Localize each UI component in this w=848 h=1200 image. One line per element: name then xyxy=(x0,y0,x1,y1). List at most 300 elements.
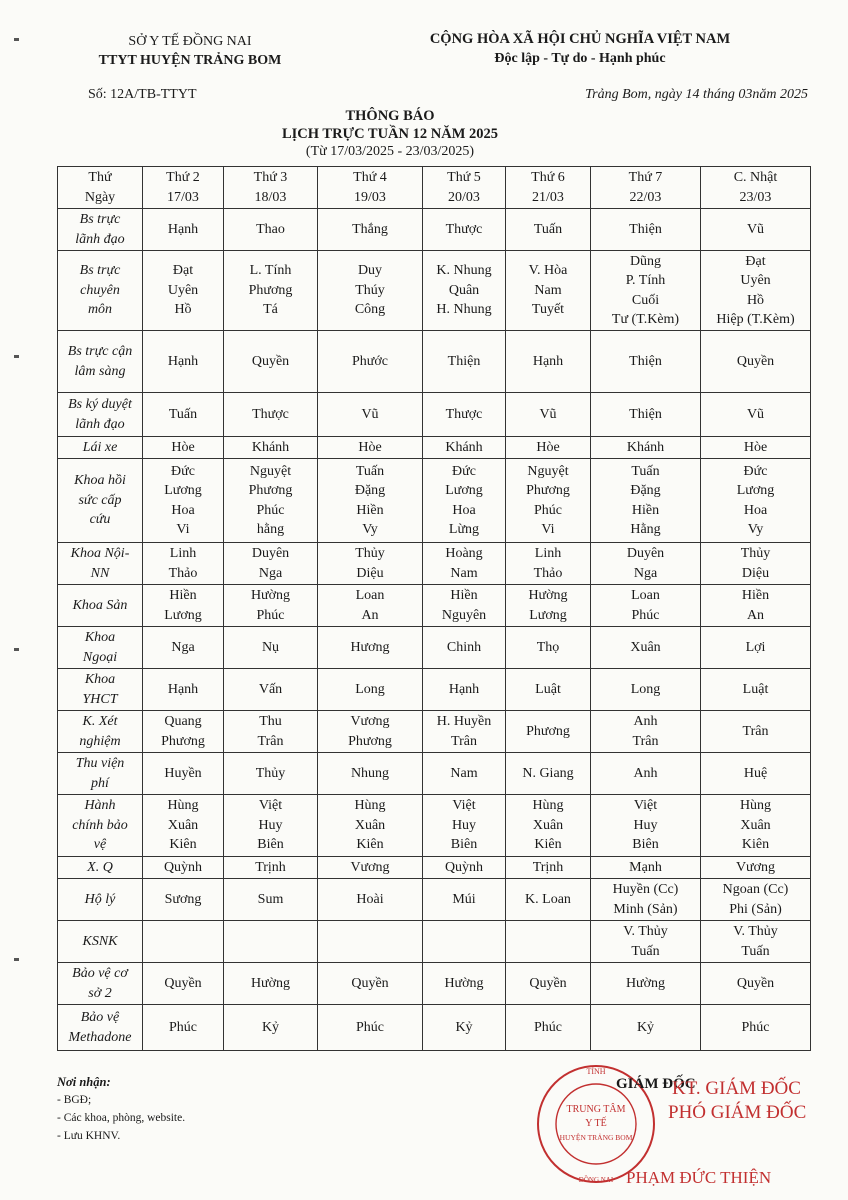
schedule-cell xyxy=(143,879,224,921)
schedule-cell xyxy=(591,963,701,1005)
cell-line: Quyền xyxy=(529,975,567,991)
schedule-cell xyxy=(224,393,318,437)
cell-line: Việt xyxy=(258,798,283,814)
cell-line: Nhung xyxy=(350,765,390,781)
schedule-cell xyxy=(423,543,506,585)
cell-line: Xuân xyxy=(532,817,564,833)
stamp-text-top: TỈNH xyxy=(586,1067,606,1076)
schedule-cell xyxy=(318,857,423,879)
cell-line: Xuân xyxy=(740,817,771,833)
cell-line: Hường xyxy=(250,588,291,603)
schedule-cell xyxy=(143,437,224,459)
schedule-cell xyxy=(318,1005,423,1051)
cell-line: Hùng xyxy=(354,798,386,814)
table-row xyxy=(58,795,811,857)
row-label-line: Khoa Nội- xyxy=(70,546,130,561)
schedule-cell xyxy=(701,393,811,437)
margin-mark xyxy=(14,38,19,41)
cell-line: Hoàng xyxy=(445,546,483,561)
cell-line: 22/03 xyxy=(629,189,662,205)
cell-line: K. Loan xyxy=(525,891,571,907)
row-label-cell xyxy=(58,711,143,753)
cell-line: Công xyxy=(354,302,386,318)
schedule-cell xyxy=(423,795,506,857)
table-row xyxy=(58,459,811,543)
cell-line: Quyền xyxy=(251,353,290,369)
table-row xyxy=(58,585,811,627)
schedule-cell xyxy=(143,543,224,585)
row-label-line: Thu viện xyxy=(75,756,125,771)
cell-line: Linh xyxy=(169,546,197,561)
header-label-cell xyxy=(58,167,143,209)
cell-line: Trịnh xyxy=(255,859,286,875)
signer-name: PHẠM ĐỨC THIỆN xyxy=(626,1168,772,1187)
cell-line: Hiệp (T.Kèm) xyxy=(716,312,795,327)
schedule-cell xyxy=(318,437,423,459)
schedule-cell xyxy=(591,711,701,753)
cell-line: Nga xyxy=(633,565,658,581)
schedule-cell xyxy=(143,459,224,543)
row-label-cell xyxy=(58,459,143,543)
row-label-line: Khoa hồi xyxy=(74,473,126,489)
table-row xyxy=(58,753,811,795)
table-row xyxy=(58,251,811,331)
cell-line: Vương xyxy=(350,859,390,875)
cell-line: Thứ 7 xyxy=(628,170,663,185)
schedule-cell xyxy=(701,879,811,921)
cell-line: Hường xyxy=(444,975,484,991)
cell-line: Quang xyxy=(164,714,202,729)
document-number: Số: 12A/TB-TTYT xyxy=(88,87,197,102)
cell-line: Vy xyxy=(362,522,378,537)
schedule-cell xyxy=(318,711,423,753)
table-row xyxy=(58,711,811,753)
row-label-cell xyxy=(58,795,143,857)
cell-line: 23/03 xyxy=(739,189,772,205)
recipient-item: - BGĐ; xyxy=(57,1094,92,1106)
cell-line: Nguyệt xyxy=(249,463,292,479)
cell-line: Lương xyxy=(529,607,567,623)
row-label-line: cứu xyxy=(89,512,111,528)
cell-line: N. Giang xyxy=(522,765,574,781)
duty-schedule-table xyxy=(57,166,811,1051)
cell-line: Hòe xyxy=(171,439,195,455)
schedule-cell xyxy=(143,669,224,711)
cell-line: H. Nhung xyxy=(436,302,492,318)
cell-line: Luật xyxy=(535,681,561,697)
schedule-cell xyxy=(143,963,224,1005)
cell-line: Huy xyxy=(633,817,658,833)
cell-line: Tuấn xyxy=(533,221,563,237)
row-label-line: phí xyxy=(91,775,109,791)
cell-line: Nụ xyxy=(261,639,280,655)
schedule-cell xyxy=(143,711,224,753)
cell-line: Uyên xyxy=(167,282,199,298)
row-label-line: Hộ lý xyxy=(84,891,116,907)
cell-line: Anh xyxy=(633,765,658,781)
cell-line: Lương xyxy=(164,483,202,498)
schedule-cell xyxy=(506,921,591,963)
schedule-cell xyxy=(318,627,423,669)
table-row xyxy=(58,1005,811,1051)
schedule-cell xyxy=(701,585,811,627)
row-label-line: vệ xyxy=(93,837,107,853)
cell-line: Hiền xyxy=(631,502,660,518)
header-day-cell xyxy=(224,167,318,209)
cell-line: Hòe xyxy=(536,439,560,455)
cell-line: Thủy xyxy=(740,546,771,561)
schedule-cell xyxy=(224,921,318,963)
cell-line: Mạnh xyxy=(629,859,662,875)
row-label-line: Bảo vệ xyxy=(80,1010,120,1025)
cell-line: Thiện xyxy=(629,221,662,237)
cell-line: Phúc xyxy=(534,1019,562,1035)
cell-line: Chinh xyxy=(446,639,482,655)
table-row xyxy=(58,627,811,669)
cell-line: Quỳnh xyxy=(163,859,203,875)
cell-line: Thược xyxy=(445,406,483,422)
schedule-cell xyxy=(224,711,318,753)
cell-line: 19/03 xyxy=(354,189,386,205)
cell-line: Thúy xyxy=(355,282,385,298)
cell-line: An xyxy=(361,607,379,623)
cell-line: Huyền (Cc) xyxy=(612,882,679,897)
cell-line: Vũ xyxy=(746,406,765,422)
row-label-cell xyxy=(58,879,143,921)
row-label-line: sở 2 xyxy=(88,985,112,1001)
cell-line: K. Nhung xyxy=(436,263,492,279)
cell-line: Kỷ xyxy=(261,1019,280,1035)
cell-line: Hạnh xyxy=(448,681,480,697)
cell-line: Vũ xyxy=(746,221,765,237)
cell-line: Hằng xyxy=(630,522,661,537)
schedule-cell xyxy=(143,753,224,795)
cell-line: Thao xyxy=(256,221,285,237)
cell-line: Phương xyxy=(526,723,570,739)
cell-line: Phúc xyxy=(169,1019,197,1035)
schedule-cell xyxy=(591,459,701,543)
org-line1: SỞ Y TẾ ĐỒNG NAI xyxy=(128,34,252,49)
schedule-cell xyxy=(224,795,318,857)
row-label-cell xyxy=(58,669,143,711)
stamp-text-center2: Y TẾ xyxy=(585,1118,607,1129)
cell-line: Thứ xyxy=(88,170,112,185)
cell-line: Phúc xyxy=(356,1019,384,1035)
schedule-cell xyxy=(224,669,318,711)
schedule-cell xyxy=(423,459,506,543)
schedule-cell xyxy=(701,711,811,753)
cell-line: Vy xyxy=(747,522,764,537)
cell-line: Quyền xyxy=(736,353,775,369)
row-label-line: Bs trực xyxy=(79,263,121,279)
role-printed: GIÁM ĐỐC xyxy=(616,1076,696,1092)
cell-line: Linh xyxy=(534,546,562,561)
schedule-cell xyxy=(318,459,423,543)
schedule-cell xyxy=(506,1005,591,1051)
cell-line: Thứ 4 xyxy=(353,170,387,185)
schedule-cell xyxy=(701,331,811,393)
schedule-cell xyxy=(591,331,701,393)
stamp-text-center3: HUYỆN TRẢNG BOM xyxy=(559,1133,633,1142)
schedule-cell xyxy=(506,963,591,1005)
schedule-cell xyxy=(224,437,318,459)
cell-line: Hường xyxy=(625,975,666,991)
schedule-cell xyxy=(224,543,318,585)
schedule-cell xyxy=(423,393,506,437)
row-label-line: Bs trực xyxy=(79,212,121,227)
cell-line: Hùng xyxy=(739,798,772,814)
cell-line: Hùng xyxy=(167,798,199,814)
cell-line: Phúc xyxy=(741,1019,770,1035)
cell-line: Hạnh xyxy=(532,353,564,369)
cell-line: Khánh xyxy=(445,439,483,455)
cell-line: Đạt xyxy=(172,263,194,279)
schedule-cell xyxy=(701,1005,811,1051)
schedule-cell xyxy=(506,459,591,543)
cell-line: Xuân xyxy=(354,817,386,833)
schedule-cell xyxy=(506,857,591,879)
cell-line: Thiện xyxy=(629,406,662,422)
cell-line: Xuân xyxy=(630,639,661,655)
schedule-cell xyxy=(143,1005,224,1051)
org-line2: TTYT HUYỆN TRẢNG BOM xyxy=(98,53,282,68)
header-day-cell xyxy=(506,167,591,209)
cell-line: Huy xyxy=(258,817,283,833)
cell-line: Duy xyxy=(357,263,383,279)
cell-line: Phương xyxy=(348,733,392,749)
schedule-cell xyxy=(506,627,591,669)
cell-line: V. Hòa xyxy=(528,263,568,279)
row-label-cell xyxy=(58,627,143,669)
schedule-cell xyxy=(423,209,506,251)
schedule-cell xyxy=(506,585,591,627)
cell-line: Nam xyxy=(450,765,478,781)
cell-line: Kiên xyxy=(169,837,197,853)
cell-line: Anh xyxy=(633,714,658,729)
cell-line: H. Huyền xyxy=(436,714,492,729)
cell-line: Hiền xyxy=(169,588,197,603)
schedule-cell xyxy=(591,1005,701,1051)
cell-line: Trân xyxy=(451,733,477,749)
header-day-cell xyxy=(701,167,811,209)
cell-line: Thắng xyxy=(352,221,388,237)
cell-line: Biên xyxy=(450,837,478,853)
cell-line: Đức xyxy=(452,463,476,479)
cell-line: Huệ xyxy=(743,765,768,781)
cell-line: Thược xyxy=(252,406,289,422)
national-motto: Độc lập - Tự do - Hạnh phúc xyxy=(494,51,666,66)
cell-line: Kỷ xyxy=(455,1019,473,1035)
schedule-cell xyxy=(224,459,318,543)
cell-line: Đạt xyxy=(745,253,766,269)
cell-line: Cuối xyxy=(631,292,660,308)
cell-line: Thứ 2 xyxy=(166,170,200,185)
cell-line: Vấn xyxy=(258,681,283,697)
schedule-cell xyxy=(224,585,318,627)
row-label-line: X. Q xyxy=(87,859,113,875)
cell-line: Diệu xyxy=(356,565,384,581)
cell-line: Quỳnh xyxy=(444,859,484,875)
cell-line: Phúc xyxy=(256,607,285,623)
row-label-line: môn xyxy=(87,302,113,318)
row-label-cell xyxy=(58,753,143,795)
row-label-line: Ngoại xyxy=(82,649,118,665)
cell-line: Vương xyxy=(350,714,390,729)
schedule-cell xyxy=(423,921,506,963)
row-label-cell xyxy=(58,963,143,1005)
cell-line: Phương xyxy=(526,483,570,498)
row-label-line: Khoa xyxy=(84,630,116,645)
cell-line: V. Thủy xyxy=(733,924,778,939)
cell-line: Tuấn xyxy=(168,406,198,422)
schedule-cell xyxy=(591,857,701,879)
row-label-cell xyxy=(58,331,143,393)
schedule-cell xyxy=(701,963,811,1005)
schedule-cell xyxy=(506,437,591,459)
cell-line: Hoa xyxy=(452,502,476,518)
schedule-cell xyxy=(506,795,591,857)
cell-line: 21/03 xyxy=(532,189,564,205)
header-day-cell xyxy=(423,167,506,209)
cell-line: Tuyết xyxy=(531,302,565,318)
schedule-cell xyxy=(224,331,318,393)
row-label-cell xyxy=(58,209,143,251)
national-header xyxy=(380,30,780,68)
cell-line: C. Nhật xyxy=(733,170,778,185)
schedule-cell xyxy=(143,393,224,437)
cell-line: Đặng xyxy=(630,483,661,498)
schedule-cell xyxy=(224,753,318,795)
cell-line: Phúc xyxy=(256,502,285,518)
cell-line: Hường xyxy=(528,588,568,603)
role-stamped-1: KT. GIÁM ĐỐC xyxy=(672,1078,801,1099)
schedule-cell xyxy=(506,251,591,331)
row-label-line: Bs trực cận xyxy=(67,344,133,359)
schedule-cell xyxy=(591,753,701,795)
cell-line: Lương xyxy=(445,483,483,498)
cell-line: Hạnh xyxy=(167,353,199,369)
margin-mark xyxy=(14,958,19,961)
cell-line: Phúc xyxy=(631,607,660,623)
schedule-cell xyxy=(423,857,506,879)
schedule-cell xyxy=(701,627,811,669)
schedule-cell xyxy=(224,209,318,251)
row-label-cell xyxy=(58,543,143,585)
cell-line: Đặng xyxy=(354,483,386,498)
schedule-cell xyxy=(423,251,506,331)
cell-line: Trân xyxy=(742,723,769,739)
cell-line: Tuấn xyxy=(741,943,770,959)
schedule-cell xyxy=(143,627,224,669)
cell-line: Phước xyxy=(352,353,388,369)
schedule-cell xyxy=(318,879,423,921)
row-label-line: chuyên xyxy=(80,282,120,298)
cell-line: Loan xyxy=(631,588,660,603)
stamp-text-center1: TRUNG TÂM xyxy=(566,1104,626,1115)
schedule-cell xyxy=(591,543,701,585)
schedule-cell xyxy=(143,331,224,393)
cell-line: Tuấn xyxy=(631,463,660,479)
cell-line: An xyxy=(746,607,765,623)
row-label-line: nghiệm xyxy=(79,733,121,749)
cell-line: Nguyên xyxy=(441,607,487,623)
cell-line: Uyên xyxy=(740,273,771,288)
cell-line: Múi xyxy=(452,891,476,907)
row-label-cell xyxy=(58,921,143,963)
cell-line: Thược xyxy=(445,221,483,237)
role-stamped-2: PHÓ GIÁM ĐỐC xyxy=(668,1102,807,1123)
cell-line: Long xyxy=(630,681,661,697)
schedule-cell xyxy=(423,627,506,669)
cell-line: Quyền xyxy=(164,975,202,991)
cell-line: Sum xyxy=(257,891,284,907)
cell-line: Thu xyxy=(259,714,282,729)
cell-line: Hường xyxy=(250,975,291,991)
schedule-cell xyxy=(318,753,423,795)
schedule-cell xyxy=(143,585,224,627)
schedule-cell xyxy=(591,251,701,331)
table-row xyxy=(58,393,811,437)
schedule-cell xyxy=(506,711,591,753)
cell-line: Phúc xyxy=(534,502,562,518)
row-label-line: chính bảo xyxy=(72,817,128,833)
header-day-cell xyxy=(318,167,423,209)
cell-line: Thủy xyxy=(355,546,385,561)
cell-line: Trịnh xyxy=(532,859,564,875)
cell-line: Hồ xyxy=(174,302,192,318)
schedule-cell xyxy=(224,963,318,1005)
schedule-cell xyxy=(224,627,318,669)
schedule-cell xyxy=(506,879,591,921)
row-label-line: YHCT xyxy=(82,691,118,707)
schedule-cell xyxy=(701,921,811,963)
signature-block xyxy=(560,1062,830,1192)
row-label-cell xyxy=(58,437,143,459)
schedule-cell xyxy=(423,437,506,459)
schedule-cell xyxy=(591,879,701,921)
schedule-cell xyxy=(423,753,506,795)
schedule-cell xyxy=(701,209,811,251)
row-label-line: Bảo vệ cơ xyxy=(72,966,128,981)
schedule-cell xyxy=(143,857,224,879)
row-label-line: Khoa xyxy=(84,672,116,687)
margin-mark xyxy=(14,648,19,651)
schedule-cell xyxy=(423,585,506,627)
cell-line: Hiền xyxy=(741,588,770,603)
cell-line: Nam xyxy=(450,565,478,581)
recipient-item: - Lưu KHNV. xyxy=(57,1130,121,1142)
cell-line: Việt xyxy=(633,798,658,814)
schedule-cell xyxy=(701,251,811,331)
cell-line: Minh (Sản) xyxy=(613,901,678,917)
cell-line: Loan xyxy=(355,588,385,603)
cell-line: Vũ xyxy=(361,406,379,422)
margin-mark xyxy=(14,355,19,358)
table-row xyxy=(58,543,811,585)
cell-line: L. Tính xyxy=(249,263,292,279)
row-label-line: Methadone xyxy=(68,1029,132,1045)
date-range: (Từ 17/03/2025 - 23/03/2025) xyxy=(305,144,475,159)
schedule-cell xyxy=(318,331,423,393)
cell-line: Thảo xyxy=(533,565,563,581)
schedule-cell xyxy=(701,543,811,585)
table-row xyxy=(58,437,811,459)
recipients-block xyxy=(57,1073,185,1145)
table-row xyxy=(58,857,811,879)
row-label-line: K. Xét xyxy=(82,714,118,729)
cell-line: Lợi xyxy=(745,639,766,655)
schedule-cell xyxy=(701,753,811,795)
